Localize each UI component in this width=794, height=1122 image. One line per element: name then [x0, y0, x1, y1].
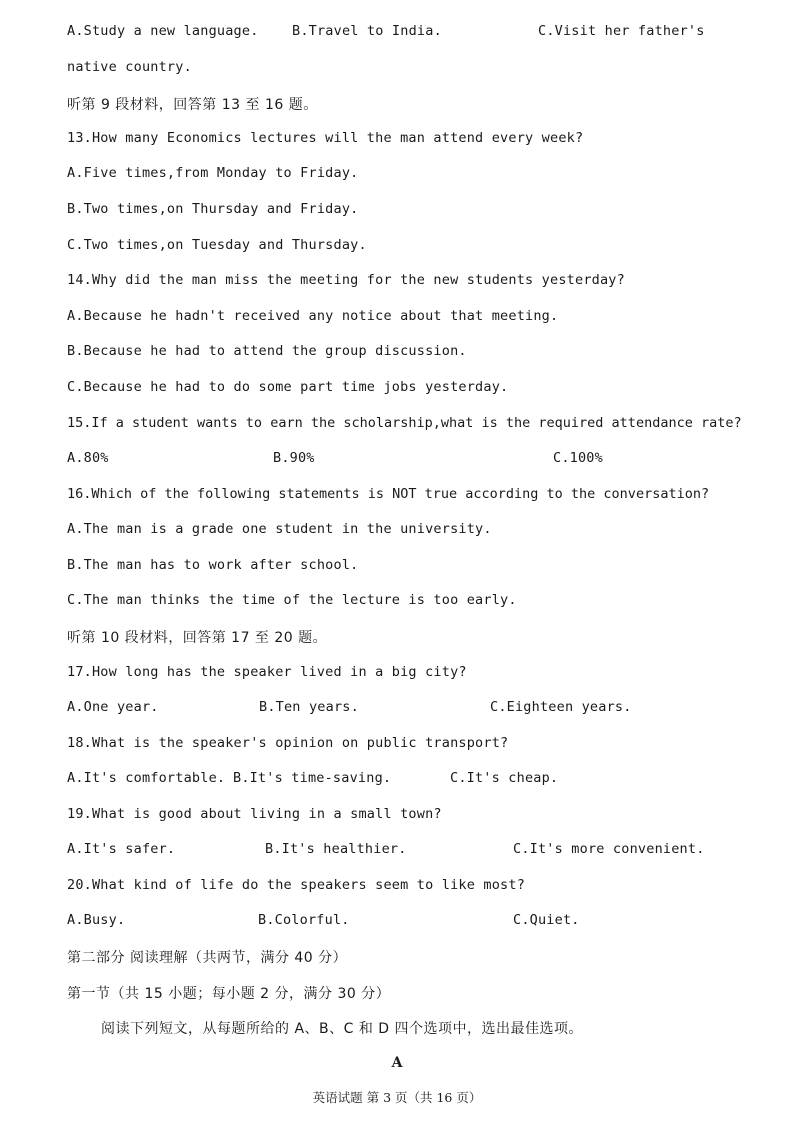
page-footer: 英语试题 第 3 页（共 16 页）: [312, 1090, 482, 1105]
q18-option-b: B.It's time-saving.: [233, 770, 392, 786]
q13-option-b: B.Two times,on Thursday and Friday.: [67, 201, 359, 217]
q14-option-b: B.Because he had to attend the group discussion.: [67, 343, 467, 359]
q20-question: 20.What kind of life do the speakers seem to like most?: [67, 877, 526, 893]
q14-option-a: A.Because he hadn't received any notice about that meeting.: [67, 308, 559, 324]
q19-question: 19.What is good about living in a small town?: [67, 806, 442, 822]
q16-option-a: A.The man is a grade one student in the university.: [67, 521, 492, 537]
q16-option-b: B.The man has to work after school.: [67, 557, 359, 573]
q15-option-b: B.90%: [273, 450, 315, 466]
q19-option-c: C.It's more convenient.: [513, 841, 705, 857]
reading-instructions: 阅读下列短文，从每题所给的 A、B、C 和 D 四个选项中，选出最佳选项。: [101, 1021, 584, 1037]
q17-option-b: B.Ten years.: [259, 699, 359, 715]
q15-question: 15.If a student wants to earn the scholarship,what is the required attendance rate?: [67, 415, 742, 431]
q14-question: 14.Why did the man miss the meeting for the new students yesterday?: [67, 272, 625, 288]
q19-option-b: B.It's healthier.: [265, 841, 407, 857]
q19-option-a: A.It's safer.: [67, 841, 176, 857]
q17-option-c: C.Eighteen years.: [490, 699, 632, 715]
section1-header: 第一节（共 15 小题；每小题 2 分，满分 30 分）: [67, 986, 391, 1002]
q16-question: 16.Which of the following statements is NOT true according to the conversation?: [67, 486, 710, 502]
q20-option-a: A.Busy.: [67, 912, 126, 928]
q13-option-c: C.Two times,on Tuesday and Thursday.: [67, 237, 367, 253]
q12-option-b: B.Travel to India.: [292, 23, 442, 39]
q17-option-a: A.One year.: [67, 699, 159, 715]
q13-option-a: A.Five times,from Monday to Friday.: [67, 165, 359, 181]
q17-question: 17.How long has the speaker lived in a big city?: [67, 664, 467, 680]
section10-header: 听第 10 段材料，回答第 17 至 20 题。: [67, 630, 328, 646]
q13-question: 13.How many Economics lectures will the man attend every week?: [67, 130, 584, 146]
q15-option-a: A.80%: [67, 450, 109, 466]
q14-option-c: C.Because he had to do some part time jobs yesterday.: [67, 379, 509, 395]
q18-option-c: C.It's cheap.: [450, 770, 559, 786]
q12-option-a: A.Study a new language.: [67, 23, 259, 39]
part2-header: 第二部分 阅读理解（共两节，满分 40 分）: [67, 950, 348, 966]
passage-label: A: [391, 1055, 403, 1071]
q12-option-c: C.Visit her father's: [538, 23, 705, 39]
section9-header: 听第 9 段材料，回答第 13 至 16 题。: [67, 97, 318, 113]
q12-option-c-continued: native country.: [67, 59, 192, 75]
q20-option-c: C.Quiet.: [513, 912, 580, 928]
q15-option-c: C.100%: [553, 450, 603, 466]
q18-question: 18.What is the speaker's opinion on public transport?: [67, 735, 509, 751]
q16-option-c: C.The man thinks the time of the lecture is too early.: [67, 592, 517, 608]
q18-option-a: A.It's comfortable.: [67, 770, 226, 786]
q20-option-b: B.Colorful.: [258, 912, 350, 928]
